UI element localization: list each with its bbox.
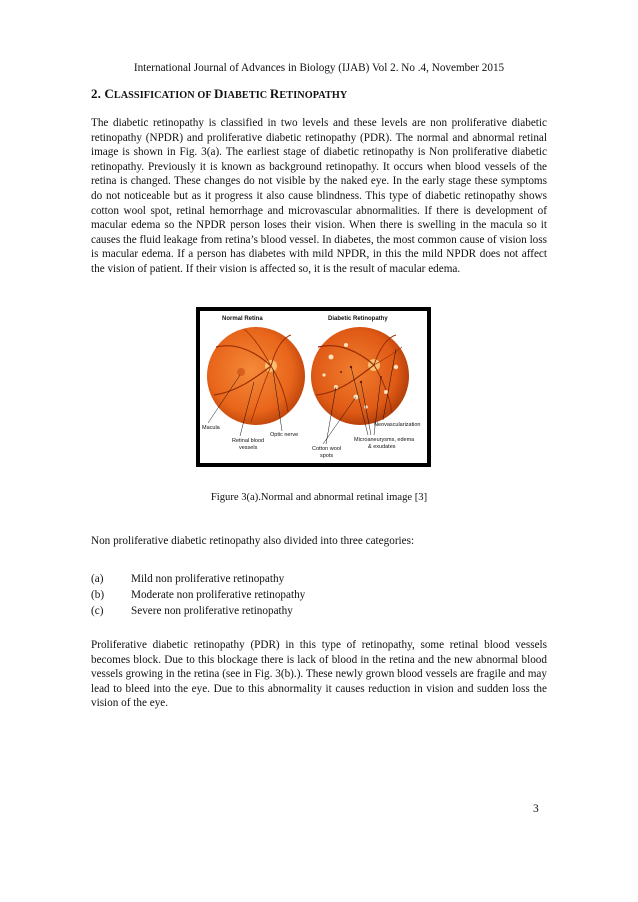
journal-header: International Journal of Advances in Biology (IJAB) Vol 2. No .4, November 2015 — [133, 62, 505, 74]
normal-retina-title: Normal Retina — [222, 316, 263, 322]
list-item — [91, 605, 305, 621]
paragraph-pdr-description: Proliferative diabetic retinopathy (PDR) in this type of retinopathy, some retinal blood vessels becomes block. Due to this blockage there is lack of blood in the retina and the new abnormal blood vessels growing in the retina (see in Fig. 3(b).). These newly grown blood vessels are fragile and may lead to bleed into the eye. Due to this abnormality it causes reduction in vision and sudden loss the vision of the eye. — [91, 639, 547, 710]
heading-initial-r: R — [269, 86, 280, 101]
heading-word-diabetic: IABETIC — [223, 90, 270, 101]
list-item-text: Moderate non proliferative retinopathy — [131, 588, 306, 601]
label-optic-nerve: Optic nerve — [270, 432, 299, 438]
label-neovascularization: Neovascularization — [374, 422, 421, 428]
diabetic-retina-image — [311, 327, 409, 425]
list-item — [91, 573, 305, 589]
list-item — [91, 589, 305, 605]
list-marker: (a) — [91, 573, 104, 585]
heading-word-retinopathy: ETINOPATHY — [279, 90, 348, 101]
list-item-text: Mild non proliferative retinopathy — [131, 573, 285, 585]
paragraph-categories-intro: Non proliferative diabetic retinopathy also divided into three categories: — [91, 535, 415, 547]
heading-initial-c: C — [104, 86, 114, 101]
list-marker: (c) — [91, 604, 104, 617]
label-micro-2: & exudates — [368, 444, 396, 450]
list-item-text: Severe non proliferative retinopathy — [131, 604, 293, 617]
paragraph-npdr-description: The diabetic retinopathy is classified in two levels and these levels are non proliferative diabetic retinopathy (NPDR) and proliferative diabetic retinopathy (PDR). The normal and abnormal retinal image is shown in Fig. 3(a). The earliest stage of diabetic retinopathy is Non proliferative diabetic retinopathy. Previously it is known as background retinopathy. It occurs when blood vessels of the retina is changed. These changes do not visible by the naked eye. In the early stage these symptoms do not noticeable but as it progress it also cause blindness. This type of diabetic retinopathy shows cotton wool spot, retinal hemorrhage and microvascular abnormalities. If there is development of macular edema so the NPDR person loses their vision. When there is swelling in the macula so it causes the fluid leakage from retina’s blood vessel. In diabetes, the most common cause of vision loss is macular edema. If a person has diabetes with mild NPDR, in this the mild NPDR does not affect the vision of patient. If their vision is affected so, it is the result of macular edema. — [91, 117, 547, 275]
label-micro-1: Microaneurysms, edema — [354, 437, 415, 443]
npdr-category-list — [91, 573, 305, 620]
retina-figure — [196, 307, 431, 467]
label-cotton-1: Cotton wool — [312, 446, 342, 452]
label-cotton-2: spots — [320, 453, 334, 459]
section-heading — [91, 86, 347, 102]
normal-retina-image — [207, 327, 305, 425]
retina-figure-svg — [196, 307, 431, 467]
heading-word-classification: LASSIFICATION OF — [113, 90, 215, 101]
label-macula: Macula — [202, 425, 220, 431]
figure-caption: Figure 3(a).Normal and abnormal retinal image [3] — [210, 492, 428, 503]
list-marker: (b) — [91, 588, 105, 601]
diabetic-retinopathy-title: Diabetic Retinopathy — [328, 316, 388, 322]
label-vessels-1: Retinal blood — [232, 438, 265, 444]
page-number: 3 — [533, 803, 539, 815]
heading-initial-d: D — [214, 86, 224, 101]
label-vessels-2: vessels — [239, 445, 258, 451]
section-number: 2. — [91, 86, 101, 101]
